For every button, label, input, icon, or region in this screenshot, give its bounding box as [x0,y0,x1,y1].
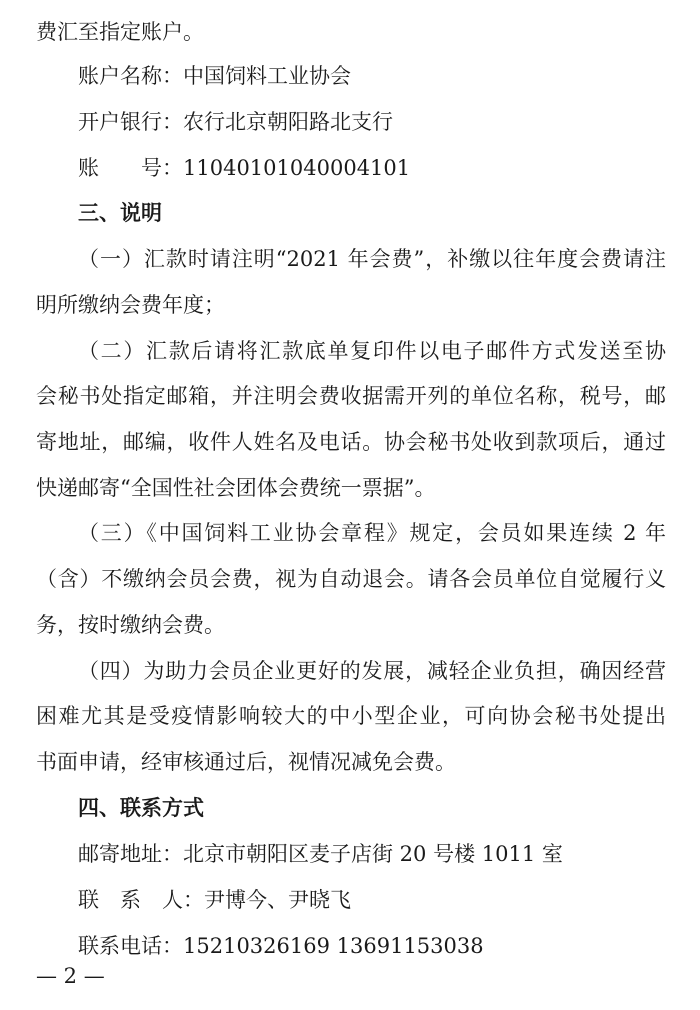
paragraph-continuation: 费汇至指定账户。 [36,20,204,44]
section-heading-notes: 三、说明 [78,201,162,225]
bank-name: 开户银行：农行北京朝阳路北支行 [78,110,393,134]
note-4-line-3: 书面申请，经审核通过后，视情况减免会费。 [36,750,456,774]
note-2-line-4: 快递邮寄“全国性社会团体会费统一票据”。 [36,476,436,500]
note-4-line-1: （四）为助力会员企业更好的发展，减轻企业负担，确因经营 [78,659,666,683]
page-number: — 2 — [36,964,105,988]
note-2-line-2: 会秘书处指定邮箱，并注明会费收据需开列的单位名称，税号，邮 [36,384,666,408]
note-3-line-2: （含）不缴纳会员会费，视为自动退会。请各会员单位自觉履行义 [36,567,666,591]
note-4-line-2: 困难尤其是受疫情影响较大的中小型企业，可向协会秘书处提出 [36,704,666,728]
account-number: 账 号：11040101040004101 [78,156,411,180]
account-name: 账户名称：中国饲料工业协会 [78,64,351,88]
note-3-line-3: 务，按时缴纳会费。 [36,613,225,637]
note-2-line-1: （二）汇款后请将汇款底单复印件以电子邮件方式发送至协 [78,339,666,363]
note-1-line-1: （一）汇款时请注明“2021 年会费”，补缴以往年度会费请注 [78,247,666,271]
contact-person: 联 系 人：尹博今、尹晓飞 [78,888,351,912]
note-3-line-1: （三）《中国饲料工业协会章程》规定，会员如果连续 2 年 [78,521,666,545]
section-heading-contact: 四、联系方式 [78,796,204,820]
mailing-address: 邮寄地址：北京市朝阳区麦子店街 20 号楼 1011 室 [78,842,563,866]
note-2-line-3: 寄地址，邮编，收件人姓名及电话。协会秘书处收到款项后，通过 [36,430,666,454]
contact-phone: 联系电话：15210326169 13691153038 [78,934,484,958]
note-1-line-2: 明所缴纳会费年度； [36,293,225,317]
